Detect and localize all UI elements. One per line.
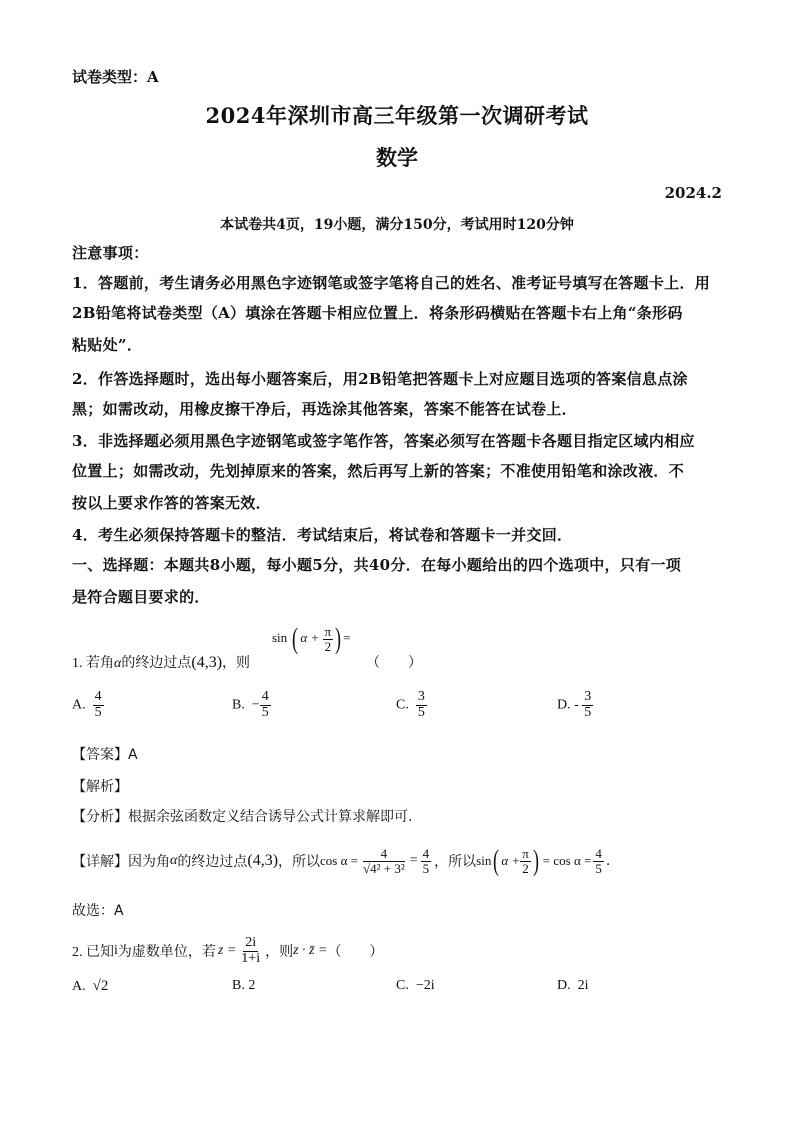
q1-formula — [272, 624, 350, 654]
exam-title: 2024年深圳市高三年级第一次调研考试 — [205, 103, 589, 128]
q2-option-b: B. 2 — [232, 978, 256, 993]
subject-title: 数学 — [376, 145, 418, 170]
q1-option-a: A. $\frac{4}{5}$ — [72, 689, 102, 720]
note-3-line-1: 3．非选择题必须用黑色字迹钢笔或签字笔作答，答案必须写在答题卡各题目指定区域内相应 — [72, 432, 695, 450]
q1-mid2: ，则 — [222, 656, 251, 671]
note-3-line-3: 按以上要求作答的答案无效． — [72, 494, 271, 512]
alpha-plus: α + — [300, 629, 320, 645]
q1-prefix: 1. 若角 — [72, 656, 114, 671]
q1-option-d: D. - $\frac{3}{5}$ — [557, 689, 592, 720]
right-paren-icon: ) — [335, 622, 342, 655]
exam-date: 2024.2 — [664, 184, 722, 202]
q1-detail: 【详解】 因为角 α 的终边过点 (4,3) ，所以 cos α = $\frac{4}{\text{√4² + 3²}}$ = $\frac{4}{5}$ ，所以 sin ( α + $\frac{\pi}{2}$ ) = cos α = $\frac{4}{5}$ . — [72, 844, 611, 877]
note-1-line-2: 2B铅笔将试卷类型（A）填涂在答题卡相应位置上．将条形码横贴在答题卡右上角“条形码 — [72, 304, 683, 322]
pi-over-2: $\frac{\pi}{2}$ — [324, 623, 332, 654]
point-coords: (4,3) — [191, 654, 223, 671]
q1-fenxi: 【分析】根据余弦函数定义结合诱导公式计算求解即可. — [72, 809, 413, 825]
note-4: 4．考生必须保持答题卡的整洁．考试结束后，将试卷和答题卡一并交回． — [72, 526, 573, 544]
sin-label: sin — [272, 629, 288, 645]
note-1-line-3: 粘贴处”． — [72, 336, 143, 354]
note-2-line-2: 黑；如需改动，用橡皮擦干净后，再选涂其他答案，答案不能答在试卷上． — [72, 400, 577, 418]
q1-stem — [72, 652, 250, 672]
notes-heading: 注意事项： — [72, 244, 149, 262]
imaginary-unit: i — [114, 943, 118, 959]
q2-option-a: A. √2 — [72, 978, 109, 994]
alpha-symbol: α — [114, 656, 122, 671]
q1-conclusion: 故选：A — [72, 903, 124, 919]
note-1-line-1: 1．答题前，考生请务必用黑色字迹钢笔或签字笔将自己的姓名、准考证号填写在答题卡上．用 — [72, 274, 711, 292]
left-paren-icon: ( — [292, 622, 299, 655]
q2-stem: 2. 已知 i 为虚数单位，若 z = $\frac{2i}{1+i}$ ，则 z · z̄ = （ ） — [72, 935, 384, 966]
paper-type: 试卷类型：A — [72, 68, 159, 86]
q1-analysis-tag: 【解析】 — [72, 779, 128, 795]
note-3-line-2: 位置上；如需改动，先划掉原来的答案，然后再写上新的答案；不准使用铅笔和涂改液．不 — [72, 462, 685, 480]
q1-blank: （ ） — [366, 656, 422, 671]
q1-option-c: C. $\frac{3}{5}$ — [396, 689, 425, 720]
equals-sign: = — [343, 629, 351, 645]
exam-info: 本试卷共4页，19小题，满分150分，考试用时120分钟 — [220, 217, 574, 233]
q2-option-c: C. −2i — [396, 978, 435, 993]
section-1-line-2: 是符合题目要求的． — [72, 588, 210, 606]
q1-mid: 的终边过点 — [121, 656, 192, 671]
section-1-line-1: 一、选择题：本题共8小题，每小题5分，共40分．在每小题给出的四个选项中，只有一项 — [72, 556, 682, 574]
q1-option-b: B. − $\frac{4}{5}$ — [232, 689, 269, 720]
q2-option-d: D. 2i — [557, 978, 589, 993]
q1-answer: 【答案】A — [72, 747, 138, 763]
note-2-line-1: 2．作答选择题时，选出每小题答案后，用2B铅笔把答题卡上对应题目选项的答案信息点涂 — [72, 370, 688, 388]
